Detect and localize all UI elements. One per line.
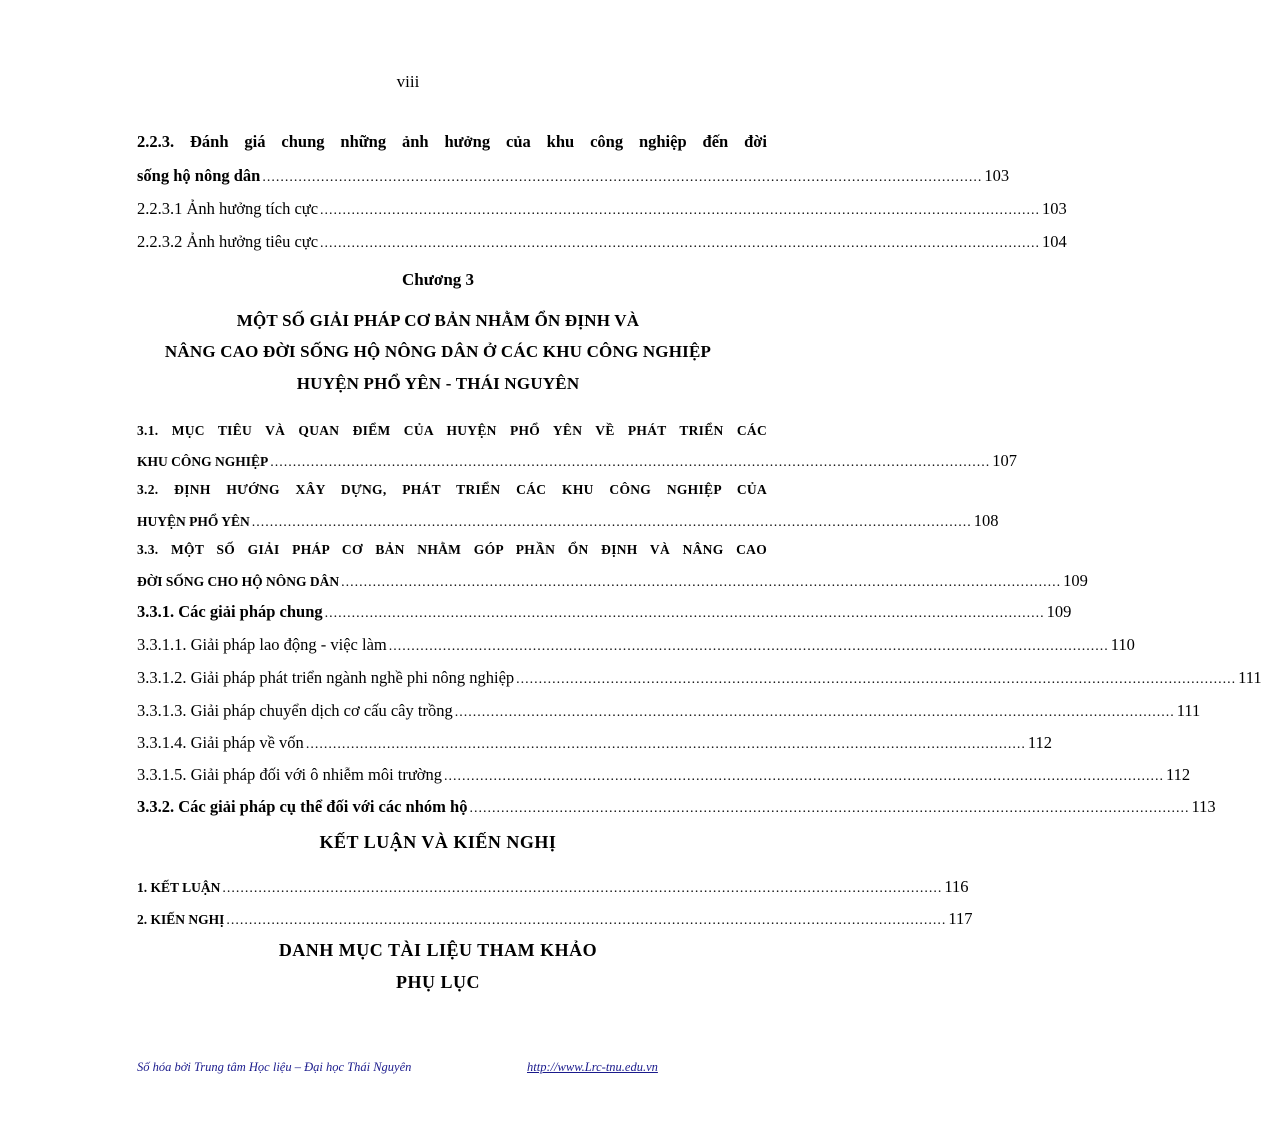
toc-entry-label: KHU CÔNG NGHIỆP [137, 454, 269, 469]
dot-leader: ................................................................................................................................................................ [320, 236, 1041, 251]
dot-leader: ................................................................................................................................................................ [305, 737, 1026, 752]
toc-page-number: 117 [948, 909, 973, 928]
toc-page-number: 110 [1110, 635, 1135, 654]
toc-entry-label: 1. KẾT LUẬN [137, 880, 221, 895]
toc-entry-3-2[interactable] [137, 511, 999, 531]
toc-page-number: 116 [944, 877, 969, 896]
dot-leader: ................................................................................................................................................................ [262, 170, 983, 185]
toc-entry-label: 3.3.1.1. Giải pháp lao động - việc làm [137, 635, 387, 654]
toc-page-number: 112 [1166, 765, 1191, 784]
toc-entry-label: 3.3.1. Các giải pháp chung [137, 602, 323, 621]
dot-leader: ................................................................................................................................................................ [469, 801, 1190, 816]
toc-entry-3-3-1-4[interactable] [137, 733, 1052, 753]
toc-entry-3-3-2[interactable] [137, 797, 1216, 817]
toc-entry-3-3-1-2[interactable] [137, 668, 1262, 688]
dot-leader: ................................................................................................................................................................ [320, 203, 1041, 218]
page-number: viii [396, 72, 420, 91]
toc-entry-ket-luan[interactable] [137, 877, 969, 897]
dot-leader: ................................................................................................................................................................ [226, 913, 947, 928]
toc-entry-label: 3.3.1.4. Giải pháp về vốn [137, 733, 304, 752]
toc-entry-label: 2.2.3.2 Ảnh hưởng tiêu cực [137, 232, 319, 251]
toc-entry-kien-nghi[interactable] [137, 909, 973, 929]
toc-page-number: 109 [1063, 571, 1088, 590]
toc-page-number: 112 [1027, 733, 1052, 752]
dot-leader: ................................................................................................................................................................ [270, 455, 991, 470]
toc-page-number: 103 [1042, 199, 1067, 218]
dot-leader: ................................................................................................................................................................ [444, 769, 1165, 784]
toc-page-number: 109 [1046, 602, 1072, 621]
toc-entry-3-3-1-5[interactable] [137, 765, 1191, 785]
dot-leader: ................................................................................................................................................................ [454, 705, 1175, 720]
toc-entry-2-2-3-line1: 2.2.3. Đánh giá chung những ảnh hưởng của khu công nghiệp đến đời [137, 132, 767, 151]
toc-entry-2-2-3-2[interactable] [137, 232, 1067, 252]
toc-entry-label: sống hộ nông dân [137, 166, 261, 185]
chapter-title-line-3: HUYỆN PHỔ YÊN - THÁI NGUYÊN [296, 374, 580, 393]
toc-entry-label: 3.3.1.2. Giải pháp phát triển ngành nghề phi nông nghiệp [137, 668, 515, 687]
dot-leader: ................................................................................................................................................................ [251, 515, 972, 530]
toc-page-number: 108 [973, 511, 999, 530]
dot-leader: ................................................................................................................................................................ [222, 881, 943, 896]
toc-entry-2-2-3[interactable] [137, 166, 1010, 186]
toc-entry-3-3-line1: 3.3. MỘT SỐ GIẢI PHÁP CƠ BẢN NHẰM GÓP PHẦN ỔN ĐỊNH VÀ NÂNG CAO [137, 542, 767, 557]
conclusion-heading: KẾT LUẬN VÀ KIẾN NGHỊ [319, 832, 557, 852]
footer-digitized-by: Số hóa bởi Trung tâm Học liệu – Đại học Thái Nguyên [137, 1060, 412, 1074]
dot-leader: ................................................................................................................................................................ [516, 672, 1237, 687]
toc-entry-2-2-3-1[interactable] [137, 199, 1067, 219]
toc-page-number: 104 [1042, 232, 1067, 251]
toc-entry-3-3-1-1[interactable] [137, 635, 1135, 655]
appendix-heading[interactable]: PHỤ LỤC [396, 972, 480, 992]
toc-entry-3-1[interactable] [137, 451, 1018, 471]
toc-entry-3-3-1-3[interactable] [137, 701, 1201, 721]
dot-leader: ................................................................................................................................................................ [324, 606, 1045, 621]
toc-entry-3-2-line1: 3.2. ĐỊNH HƯỚNG XÂY DỰNG, PHÁT TRIỂN CÁC KHU CÔNG NGHIỆP CỦA [137, 482, 767, 497]
toc-entry-label: 2.2.3.1 Ảnh hưởng tích cực [137, 199, 319, 218]
chapter-title-line-2: NÂNG CAO ĐỜI SỐNG HỘ NÔNG DÂN Ở CÁC KHU CÔNG NGHIỆP [164, 342, 712, 361]
chapter-title-line-1: MỘT SỐ GIẢI PHÁP CƠ BẢN NHẰM ỔN ĐỊNH VÀ [236, 311, 640, 330]
toc-entry-3-3[interactable] [137, 571, 1088, 591]
toc-page-number: 111 [1176, 701, 1201, 720]
references-heading[interactable]: DANH MỤC TÀI LIỆU THAM KHẢO [278, 940, 598, 960]
toc-page-number: 113 [1191, 797, 1216, 816]
toc-page-number: 107 [992, 451, 1018, 470]
toc-page-number: 111 [1238, 668, 1262, 687]
dot-leader: ................................................................................................................................................................ [388, 639, 1109, 654]
toc-entry-label: 2. KIẾN NGHỊ [137, 912, 225, 927]
toc-entry-label: 3.3.1.5. Giải pháp đối với ô nhiễm môi trường [137, 765, 443, 784]
dot-leader: ................................................................................................................................................................ [341, 575, 1062, 590]
chapter-label: Chương 3 [401, 270, 475, 289]
footer-url-link[interactable]: http://www.Lrc-tnu.edu.vn [527, 1060, 658, 1074]
toc-page-number: 103 [984, 166, 1010, 185]
toc-entry-label: HUYỆN PHỔ YÊN [137, 514, 250, 529]
toc-entry-label: 3.3.2. Các giải pháp cụ thể đối với các nhóm hộ [137, 797, 468, 816]
toc-entry-label: 3.3.1.3. Giải pháp chuyển dịch cơ cấu cây trồng [137, 701, 453, 720]
toc-entry-3-3-1[interactable] [137, 602, 1072, 622]
toc-entry-3-1-line1: 3.1. MỤC TIÊU VÀ QUAN ĐIỂM CỦA HUYỆN PHỔ YÊN VỀ PHÁT TRIỂN CÁC [137, 423, 767, 438]
toc-entry-label: ĐỜI SỐNG CHO HỘ NÔNG DÂN [137, 574, 340, 589]
